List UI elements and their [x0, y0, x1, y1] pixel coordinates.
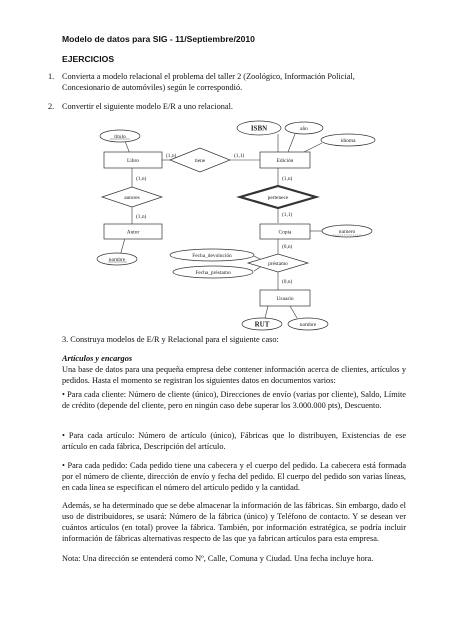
list-item-text: Convertir el siguiente modelo E/R a uno relacional. [62, 102, 233, 111]
relation-pertenece-label: pertenece [267, 195, 289, 201]
attr-nombre-usuario-label: nombre [299, 322, 317, 328]
list-item [48, 71, 402, 93]
bullet-pedido: • Para cada pedido: Cada pedido tiene una cabecera y el cuerpo del pedido. La cabecera está formada por el número de cliente, dirección de envío y fecha del pedido. El cuerpo del pedido son varias líneas, en cada línea se especifican el número del artículo pedido y la cantidad. [62, 461, 406, 492]
attr-ano-label: año [300, 126, 308, 132]
bullet-articulo: • Para cada artículo: Número de artículo (único), Fábricas que lo distribuyen, Existencias de ese artículo en cada fábrica, Descripción del artículo. [62, 431, 406, 451]
entity-autor-label: Autor [126, 229, 140, 236]
relation-tiene-label: tiene [194, 158, 206, 164]
card-libro-tiene: (1,n) [166, 153, 177, 159]
card-copia-pertenece: (1,1) [282, 212, 293, 218]
attr-idioma-label: idioma [340, 138, 356, 144]
bullet-cliente: • Para cada cliente: Número de cliente (único), Direcciones de envío (varias por cliente), Saldo, Límite de crédito (depende del cliente, pero en ningún caso debe superar los 3.000.000 pts), Descuento. [62, 390, 406, 410]
note-paragraph: Nota: Una dirección se entenderá como Nº, Calle, Comuna y Ciudad. Una fecha incluye hora. [62, 554, 374, 563]
card-usuario-prestamo: (0,n) [282, 279, 293, 285]
er-diagram [90, 118, 380, 333]
entity-copia-label: Copia [278, 229, 292, 236]
list-item [48, 101, 402, 112]
case-title: Artículos y encargos [62, 354, 133, 363]
relation-prestamo-label: préstamo [268, 261, 288, 267]
card-libro-autores: (1,n) [136, 176, 147, 182]
list-item-number: 2. [48, 102, 55, 111]
attr-titulo-label: título [114, 134, 126, 140]
document-title: Modelo de datos para SIG - 11/Septiembre/2010 [62, 34, 255, 44]
attr-fecha-prestamo-label: Fecha_préstamo [195, 270, 231, 276]
card-edicion-tiene: (1,1) [234, 153, 245, 159]
attr-isbn-label: ISBN [250, 124, 268, 133]
relation-autores-label: autores [124, 195, 140, 201]
card-edicion-pertenece: (1,n) [282, 176, 293, 182]
item-3: 3. Construya modelos de E/R y Relacional para el siguiente caso: [62, 335, 279, 344]
card-copia-prestamo: (0,n) [282, 244, 293, 250]
attr-rut-label: RUT [254, 320, 270, 329]
card-autor-autores: (1,n) [136, 214, 147, 220]
section-heading: EJERCICIOS [62, 54, 115, 64]
attr-nombre-autor-label: nombre [108, 257, 126, 263]
intro-paragraph: Una base de datos para una pequeña empresa debe contener información acerca de clientes, artículos y pedidos. Hasta el momento se registran los siguientes datos en documentos varios: [62, 365, 406, 385]
attr-fecha-devolucion-label: Fecha_devolución [192, 253, 232, 259]
attr-numero-label: numero [338, 229, 356, 235]
list-item-text: Convierta a modelo relacional el problema del taller 2 (Zoológico, Información Policial, Concesionario de automóviles) según le correspondió. [62, 72, 355, 92]
paragraph-fabricas: Además, se ha determinado que se debe almacenar la información de las fábricas. Sin embargo, dado el uso de distribuidores, se usará: Número de la fábrica (único) y Teléfono de contacto. Y se desean ver cuántos artículos (en total) provee la fábrica. También, por información estratégica, se podría incluir información de fábricas alternativas respecto de las que ya fabrican artículos para esta empresa. [62, 501, 406, 543]
entity-libro-label: Libro [127, 158, 139, 164]
entity-usuario-label: Usuario [276, 296, 294, 302]
entity-edicion-label: Edición [276, 158, 294, 164]
list-item-number: 1. [48, 72, 55, 81]
